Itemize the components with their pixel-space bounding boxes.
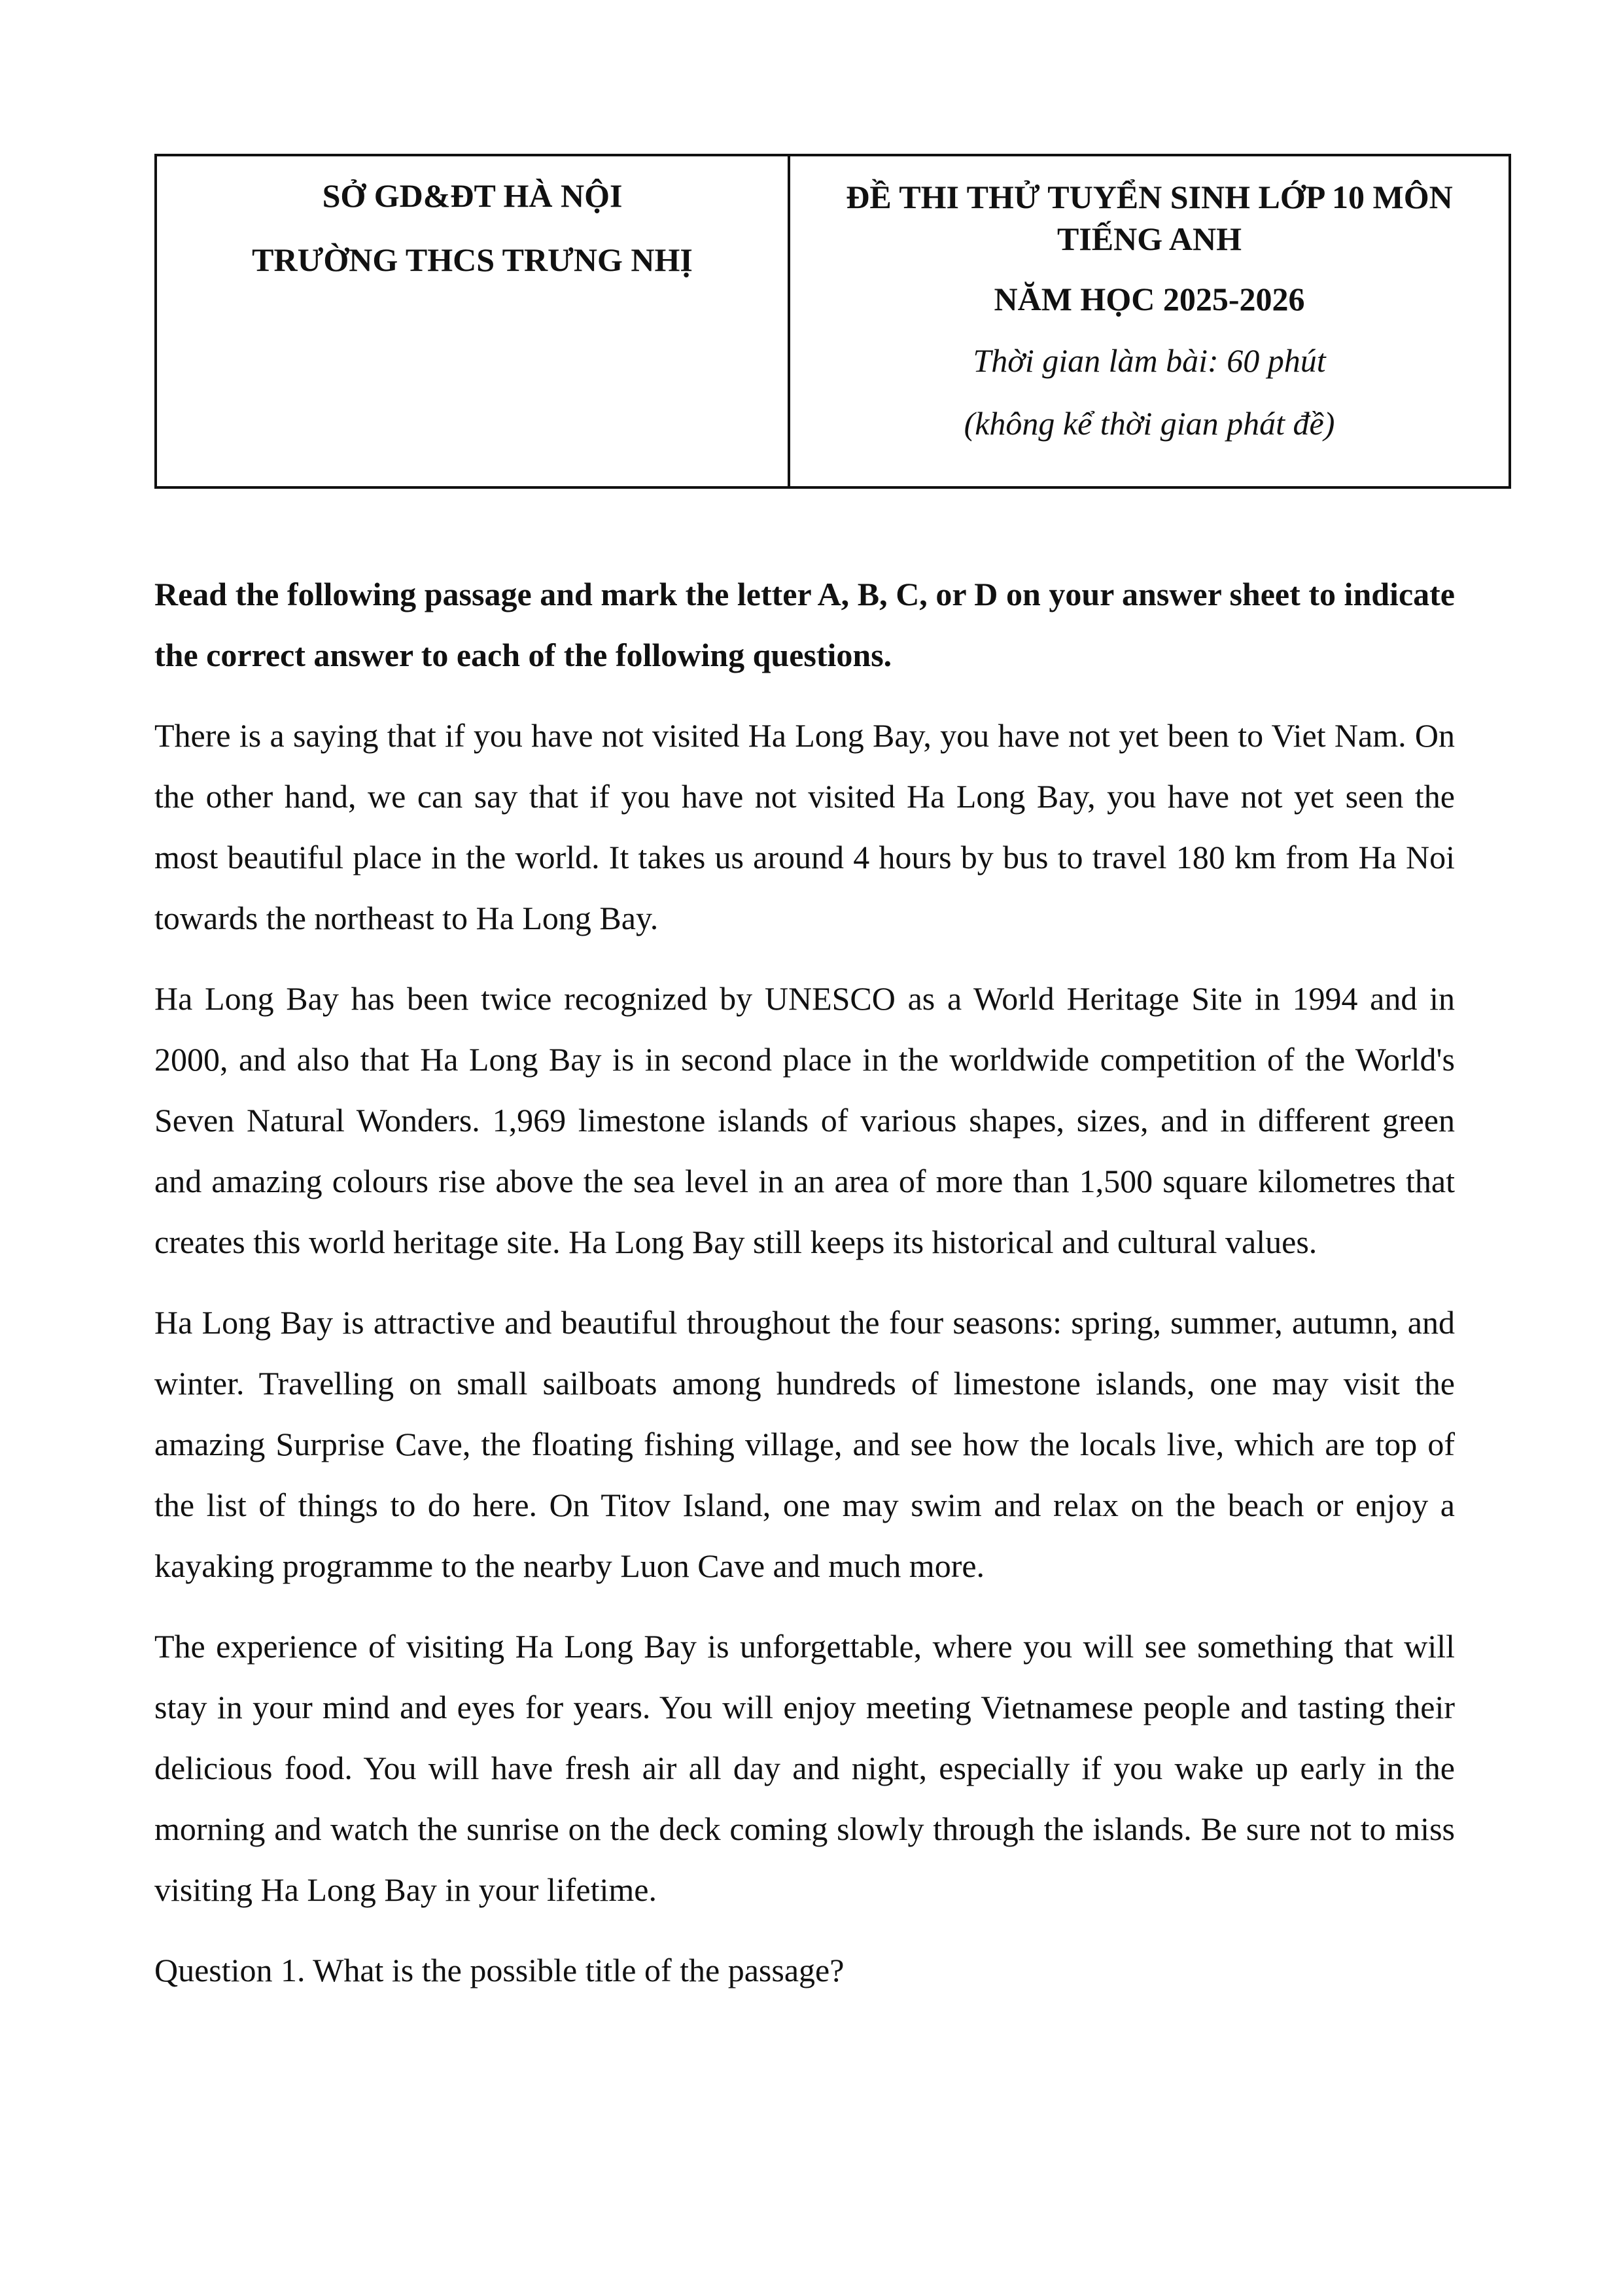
header-right-cell xyxy=(790,156,1509,486)
school-year: NĂM HỌC 2025-2026 xyxy=(994,281,1305,317)
exam-duration: Thời gian làm bài: 60 phút xyxy=(973,342,1326,379)
exam-duration-note: (không kể thời gian phát đề) xyxy=(964,405,1335,442)
reading-instruction: Read the following passage and mark the letter A, B, C, or D on your answer sheet to indicate the correct answer to each of the following questions. xyxy=(154,576,1455,673)
exam-title: ĐỀ THI THỬ TUYỂN SINH LỚP 10 MÔN TIẾNG ANH xyxy=(846,179,1453,257)
header-table xyxy=(154,154,1511,489)
passage-paragraph-1: There is a saying that if you have not visited Ha Long Bay, you have not yet been to Viet Nam. On the other hand, we can say that if you have not visited Ha Long Bay, you have not yet seen the most beautiful place in the world. It takes us around 4 hours by bus to travel 180 km from Ha Noi towards the northeast to Ha Long Bay. xyxy=(154,717,1455,936)
passage-paragraph-4: The experience of visiting Ha Long Bay is unforgettable, where you will see something that will stay in your mind and eyes for years. You will enjoy meeting Vietnamese people and tasting their delicious food. You will have fresh air all day and night, especially if you wake up early in the morning and watch the sunrise on the deck coming slowly through the islands. Be sure not to miss visiting Ha Long Bay in your lifetime. xyxy=(154,1628,1455,1908)
department-name: SỞ GD&ĐT HÀ NỘI xyxy=(322,177,623,214)
question-1: Question 1. What is the possible title of the passage? xyxy=(154,1952,845,1988)
header-left-cell xyxy=(157,156,790,486)
passage-paragraph-3: Ha Long Bay is attractive and beautiful throughout the four seasons: spring, summer, autumn, and winter. Travelling on small sailboats among hundreds of limestone islands, one may visit the amazing Surprise Cave, the floating fishing village, and see how the locals live, which are top of the list of things to do here. On Titov Island, one may swim and relax on the beach or enjoy a kayaking programme to the nearby Luon Cave and much more. xyxy=(154,1304,1455,1584)
school-name: TRƯỜNG THCS TRƯNG NHỊ xyxy=(252,241,693,278)
exam-content xyxy=(154,564,1455,2001)
passage-paragraph-2: Ha Long Bay has been twice recognized by UNESCO as a World Heritage Site in 1994 and in 2000, and also that Ha Long Bay is in second place in the worldwide competition of the World's Seven Natural Wonders. 1,969 limestone islands of various shapes, sizes, and in different green and amazing colours rise above the sea level in an area of more than 1,500 square kilometres that creates this world heritage site. Ha Long Bay still keeps its historical and cultural values. xyxy=(154,980,1455,1260)
